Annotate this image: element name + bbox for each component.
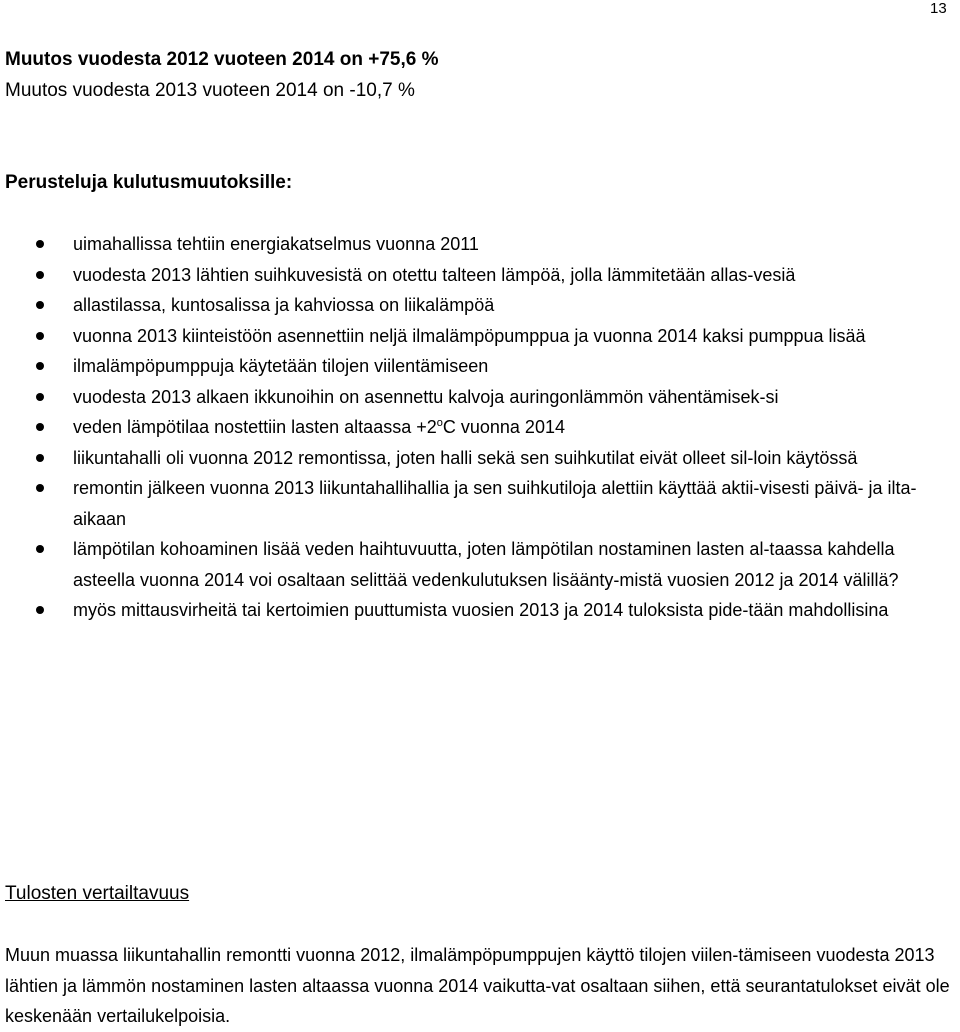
bullet-icon <box>36 393 44 401</box>
list-item <box>5 229 955 260</box>
bullet-icon <box>36 301 44 309</box>
bullet-icon <box>36 423 44 431</box>
list-item <box>5 290 955 321</box>
bullet-icon <box>36 606 44 614</box>
bullet-icon <box>36 240 44 248</box>
list-item <box>5 351 955 382</box>
list-item-text-continued: C vuonna 2014 <box>442 417 565 437</box>
comparability-heading: Tulosten vertailtavuus <box>5 883 190 904</box>
list-item-text: vuonna 2013 kiinteistöön asennettiin neljä ilmalämpöpumppua ja vuonna 2014 kaksi pumppua lisää <box>73 325 866 346</box>
list-item <box>5 443 955 474</box>
change-2013-2014: Muutos vuodesta 2013 vuoteen 2014 on -10,7 % <box>5 80 415 101</box>
comparability-paragraph: Muun muassa liikuntahallin remontti vuonna 2012, ilmalämpöpumppujen käyttö tilojen viilen-tämiseen vuodesta 2013 lähtien ja lämmön nostaminen lasten altaassa vuonna 2014 vaikutta-vat osaltaan siihen, että seurantatulokset eivät ole keskenään vertailukelpoisia. <box>5 945 950 1026</box>
rationale-list <box>5 229 955 626</box>
bullet-icon <box>36 332 44 340</box>
list-item <box>5 321 955 352</box>
list-item-text: veden lämpötilaa nostettiin lasten altaassa +2 <box>73 417 437 437</box>
list-item-text: myös mittausvirheitä tai kertoimien puuttumista vuosien 2013 ja 2014 tuloksista pide-tään mahdollisina <box>73 600 889 620</box>
list-item <box>5 412 955 443</box>
bullet-icon <box>36 271 44 279</box>
list-item-text: lämpötilan kohoaminen lisää veden haihtuvuutta, joten lämpötilan nostaminen lasten al-taassa kahdella asteella vuonna 2014 voi osaltaan selittää vedenkulutuksen lisäänty-mistä vuosien 2012 ja 2014 välillä? <box>73 539 899 590</box>
change-2012-2014: Muutos vuodesta 2012 vuoteen 2014 on +75,6 % <box>5 49 439 70</box>
bullet-icon <box>36 484 44 492</box>
list-item-text: vuodesta 2013 alkaen ikkunoihin on asennettu kalvoja auringonlämmön vähentämisek-si <box>73 386 779 407</box>
degree-superscript: o <box>436 417 443 429</box>
bullet-icon <box>36 362 44 370</box>
bullet-icon <box>36 545 44 553</box>
bullet-icon <box>36 454 44 462</box>
change-summary <box>5 44 945 106</box>
rationale-heading: Perusteluja kulutusmuutoksille: <box>5 172 293 193</box>
list-item <box>5 534 955 595</box>
list-item-text: allastilassa, kuntosalissa ja kahviossa on liikalämpöä <box>73 295 495 315</box>
list-item-text: ilmalämpöpumppuja käytetään tilojen viilentämiseen <box>73 356 489 376</box>
page-number: 13 <box>930 0 947 17</box>
list-item <box>5 260 955 291</box>
list-item-text: vuodesta 2013 lähtien suihkuvesistä on otettu talteen lämpöä, jolla lämmitetään allas-vesiä <box>73 264 796 285</box>
list-item-text: uimahallissa tehtiin energiakatselmus vuonna 2011 <box>73 234 479 254</box>
list-item-text: liikuntahalli oli vuonna 2012 remontissa, joten halli sekä sen suihkutilat eivät olleet sil-loin käytössä <box>73 447 858 468</box>
list-item <box>5 473 955 534</box>
list-item <box>5 382 955 413</box>
list-item <box>5 595 955 626</box>
list-item-text: remontin jälkeen vuonna 2013 liikuntahallihallia ja sen suihkutiloja alettiin käyttää aktii-visesti päivä- ja ilta-aikaan <box>73 478 917 529</box>
